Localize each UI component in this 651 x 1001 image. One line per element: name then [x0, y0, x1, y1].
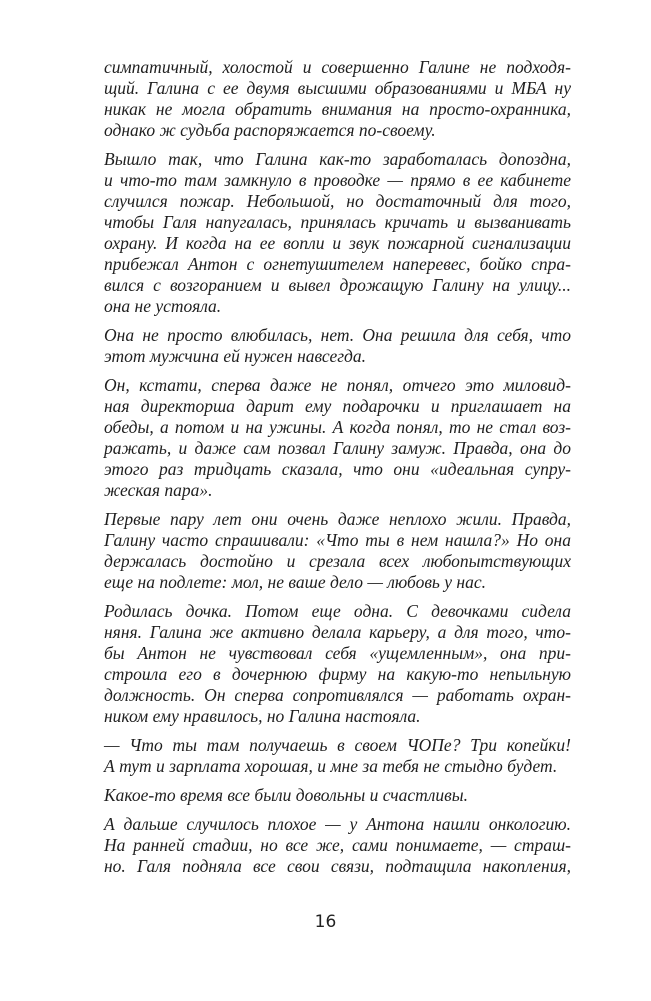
text-line: охрану. И когда на ее вопли и звук пожарной сигнализации [104, 233, 571, 253]
book-page-text [104, 57, 571, 885]
paragraph [104, 375, 571, 501]
text-line: Галину часто спрашивали: «Что ты в нем нашла?» Но она [104, 530, 571, 550]
text-line: случился пожар. Небольшой, но достаточный для того, [104, 191, 571, 211]
text-line: чтобы Галя напугалась, принялась кричать и вызванивать [104, 212, 571, 232]
paragraph [104, 57, 571, 141]
paragraph [104, 325, 571, 367]
text-line: Он, кстати, сперва даже не понял, отчего это миловид- [104, 375, 571, 395]
text-line: ная директорша дарит ему подарочки и приглашает на [104, 396, 571, 416]
paragraph [104, 735, 571, 777]
text-line: симпатичный, холостой и совершенно Галине не подходя- [104, 57, 571, 77]
text-line: держалась достойно и срезала всех любопытствующих [104, 551, 571, 571]
text-line: Она не просто влюбилась, нет. Она решила для себя, что [104, 325, 571, 345]
text-line: этого раз тридцать сказала, что они «идеальная супру- [104, 459, 571, 479]
paragraph [104, 149, 571, 317]
paragraph [104, 509, 571, 593]
text-line: жеская пара». [104, 480, 213, 500]
text-line: щий. Галина с ее двумя высшими образованиями и МБА ну [104, 78, 571, 98]
text-line: А тут и зарплата хорошая, и мне за тебя не стыдно будет. [104, 756, 558, 776]
text-line: ражать, и даже сам позвал Галину замуж. Правда, она до [104, 438, 571, 458]
text-line: и что-то там замкнуло в проводке — прямо в ее кабинете [104, 170, 571, 190]
text-line: должность. Он сперва сопротивлялся — работать охран- [104, 685, 571, 705]
text-line: ником ему нравилось, но Галина настояла. [104, 706, 421, 726]
paragraph [104, 785, 571, 806]
text-line: — Что ты там получаешь в своем ЧОПе? Три копейки! [104, 735, 571, 755]
text-line: Какое-то время все были довольны и счастливы. [104, 785, 468, 805]
text-line: еще на подлете: мол, не ваше дело — любовь у нас. [104, 572, 486, 592]
text-line: бы Антон не чувствовал себя «ущемленным», она при- [104, 643, 571, 663]
text-line: этот мужчина ей нужен навсегда. [104, 346, 367, 366]
text-line: однако ж судьба распоряжается по-своему. [104, 120, 436, 140]
text-line: она не устояла. [104, 296, 222, 316]
text-line: но. Галя подняла все свои связи, подтащила накопления, [104, 856, 571, 876]
text-line: На ранней стадии, но все же, сами понимаете, — страш- [104, 835, 571, 855]
text-line: никак не могла обратить внимания на просто-охранника, [104, 99, 571, 119]
text-line: Первые пару лет они очень даже неплохо жили. Правда, [104, 509, 571, 529]
paragraph [104, 601, 571, 727]
text-line: няня. Галина же активно делала карьеру, а для того, что- [104, 622, 571, 642]
text-line: вился с возгоранием и вывел дрожащую Галину на улицу... [104, 275, 571, 295]
text-line: обеды, а потом и на ужины. А когда понял, то не стал воз- [104, 417, 571, 437]
text-line: строила его в дочернюю фирму на какую-то непыльную [104, 664, 571, 684]
page-number: 16 [314, 912, 337, 932]
text-line: прибежал Антон с огнетушителем наперевес, бойко спра- [104, 254, 571, 274]
text-line: Родилась дочка. Потом еще одна. С девочками сидела [104, 601, 571, 621]
paragraph [104, 814, 571, 877]
text-line: Вышло так, что Галина как-то заработалась допоздна, [104, 149, 571, 169]
text-line: А дальше случилось плохое — у Антона нашли онкологию. [104, 814, 571, 834]
